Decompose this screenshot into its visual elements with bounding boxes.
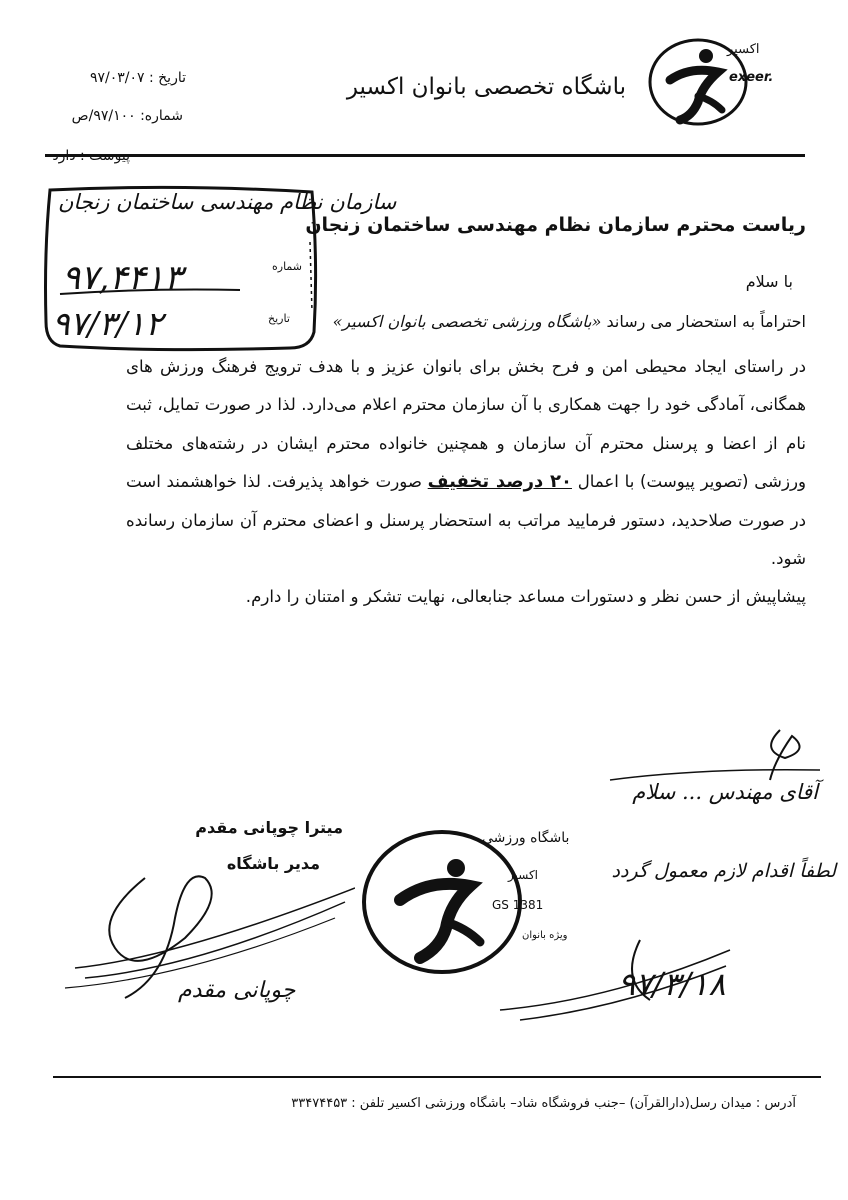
body-paragraph-1: در راستای ایجاد محیطی امن و فرح بخش برای بانوان عزیز و با هدف ترویج فرهنگ ورزش های همگانی، آمادگی خود را جهت همکاری با آن سازمان محترم اعلام می‌دارد. لذا در صورت تمایل، ثبت نام از اعضا و پرسنل محترم آن سازمان و همچنین خانواده محترم ایشان در رشته‌های مختلف ورزشی (تصویر پیوست) با اعمال [126,357,806,492]
logo-persian-text: اکسیر [727,42,760,57]
letter-greeting: با سلام [745,272,793,291]
footer-address: آدرس : میدان رسل(دارالقرآن) –جنب فروشگاه شاد– باشگاه ورزشی اکسیر تلفن : ۳۳۴۷۴۴۵۳ [291,1096,796,1111]
stamp-organization: سازمان نظام مهندسی ساختمان زنجان [58,190,397,214]
handwritten-note-line-2: لطفاً اقدام لازم معمول گردد [611,860,836,882]
letter-number: شماره: ۹۷/۱۰۰/ص [71,108,183,124]
handwritten-note-line-1: آقای مهندس ... سلام [632,780,818,804]
seal-text-2: اکسیر [508,868,538,882]
logo-latin-text: exeer. [729,70,774,85]
letter-date: تاریخ : ۹۷/۰۳/۰۷ [89,70,186,86]
stamp-number: ۹۷,۴۴۱۳ [62,258,183,298]
seal-text-4: ویژه بانوان [522,930,568,941]
seal-text-3: GS 1381 [492,898,544,912]
club-logo-icon [640,36,802,128]
stamp-date-label: تاریخ [268,312,290,325]
letter-body [126,348,806,617]
header-divider [45,154,805,157]
signer-name: میترا چوپانی مقدم [195,818,343,837]
footer-divider [53,1076,821,1078]
letter-recipient: ریاست محترم سازمان نظام مهندسی ساختمان زنجان [305,214,806,236]
signer-handwritten-name: چوپانی مقدم [178,978,296,1003]
seal-text-1: باشگاه ورزشی [482,830,570,846]
letter-closing: پیشاپیش از حسن نظر و دستورات مساعد جنابعالی، نهایت تشکر و امتنان را دارم. [245,587,806,607]
stamp-number-label: شماره [272,260,303,273]
signer-title: مدیر باشگاه [226,854,320,873]
letter-intro [333,312,806,331]
discount-highlight: ۲۰ درصد تخفیف [427,471,572,493]
stamp-date: ۹۷/۳/۱۲ [52,304,163,343]
organization-name: باشگاه تخصصی بانوان اکسیر [346,74,626,100]
intro-club-name: «باشگاه ورزشی تخصصی بانوان اکسیر» [332,312,602,331]
handwritten-note-date: ۹۷/۳/۱۸ [618,965,726,1003]
intro-lead: احتراماً به استحضار می رساند [606,312,806,331]
body-paragraph-2: صورت خواهد پذیرفت. لذا خواهشمند است در صورت صلاحدید، دستور فرمایید مراتب به استحضار پرسنل و اعضای محترم آن سازمان رسانده شود. [126,472,806,569]
